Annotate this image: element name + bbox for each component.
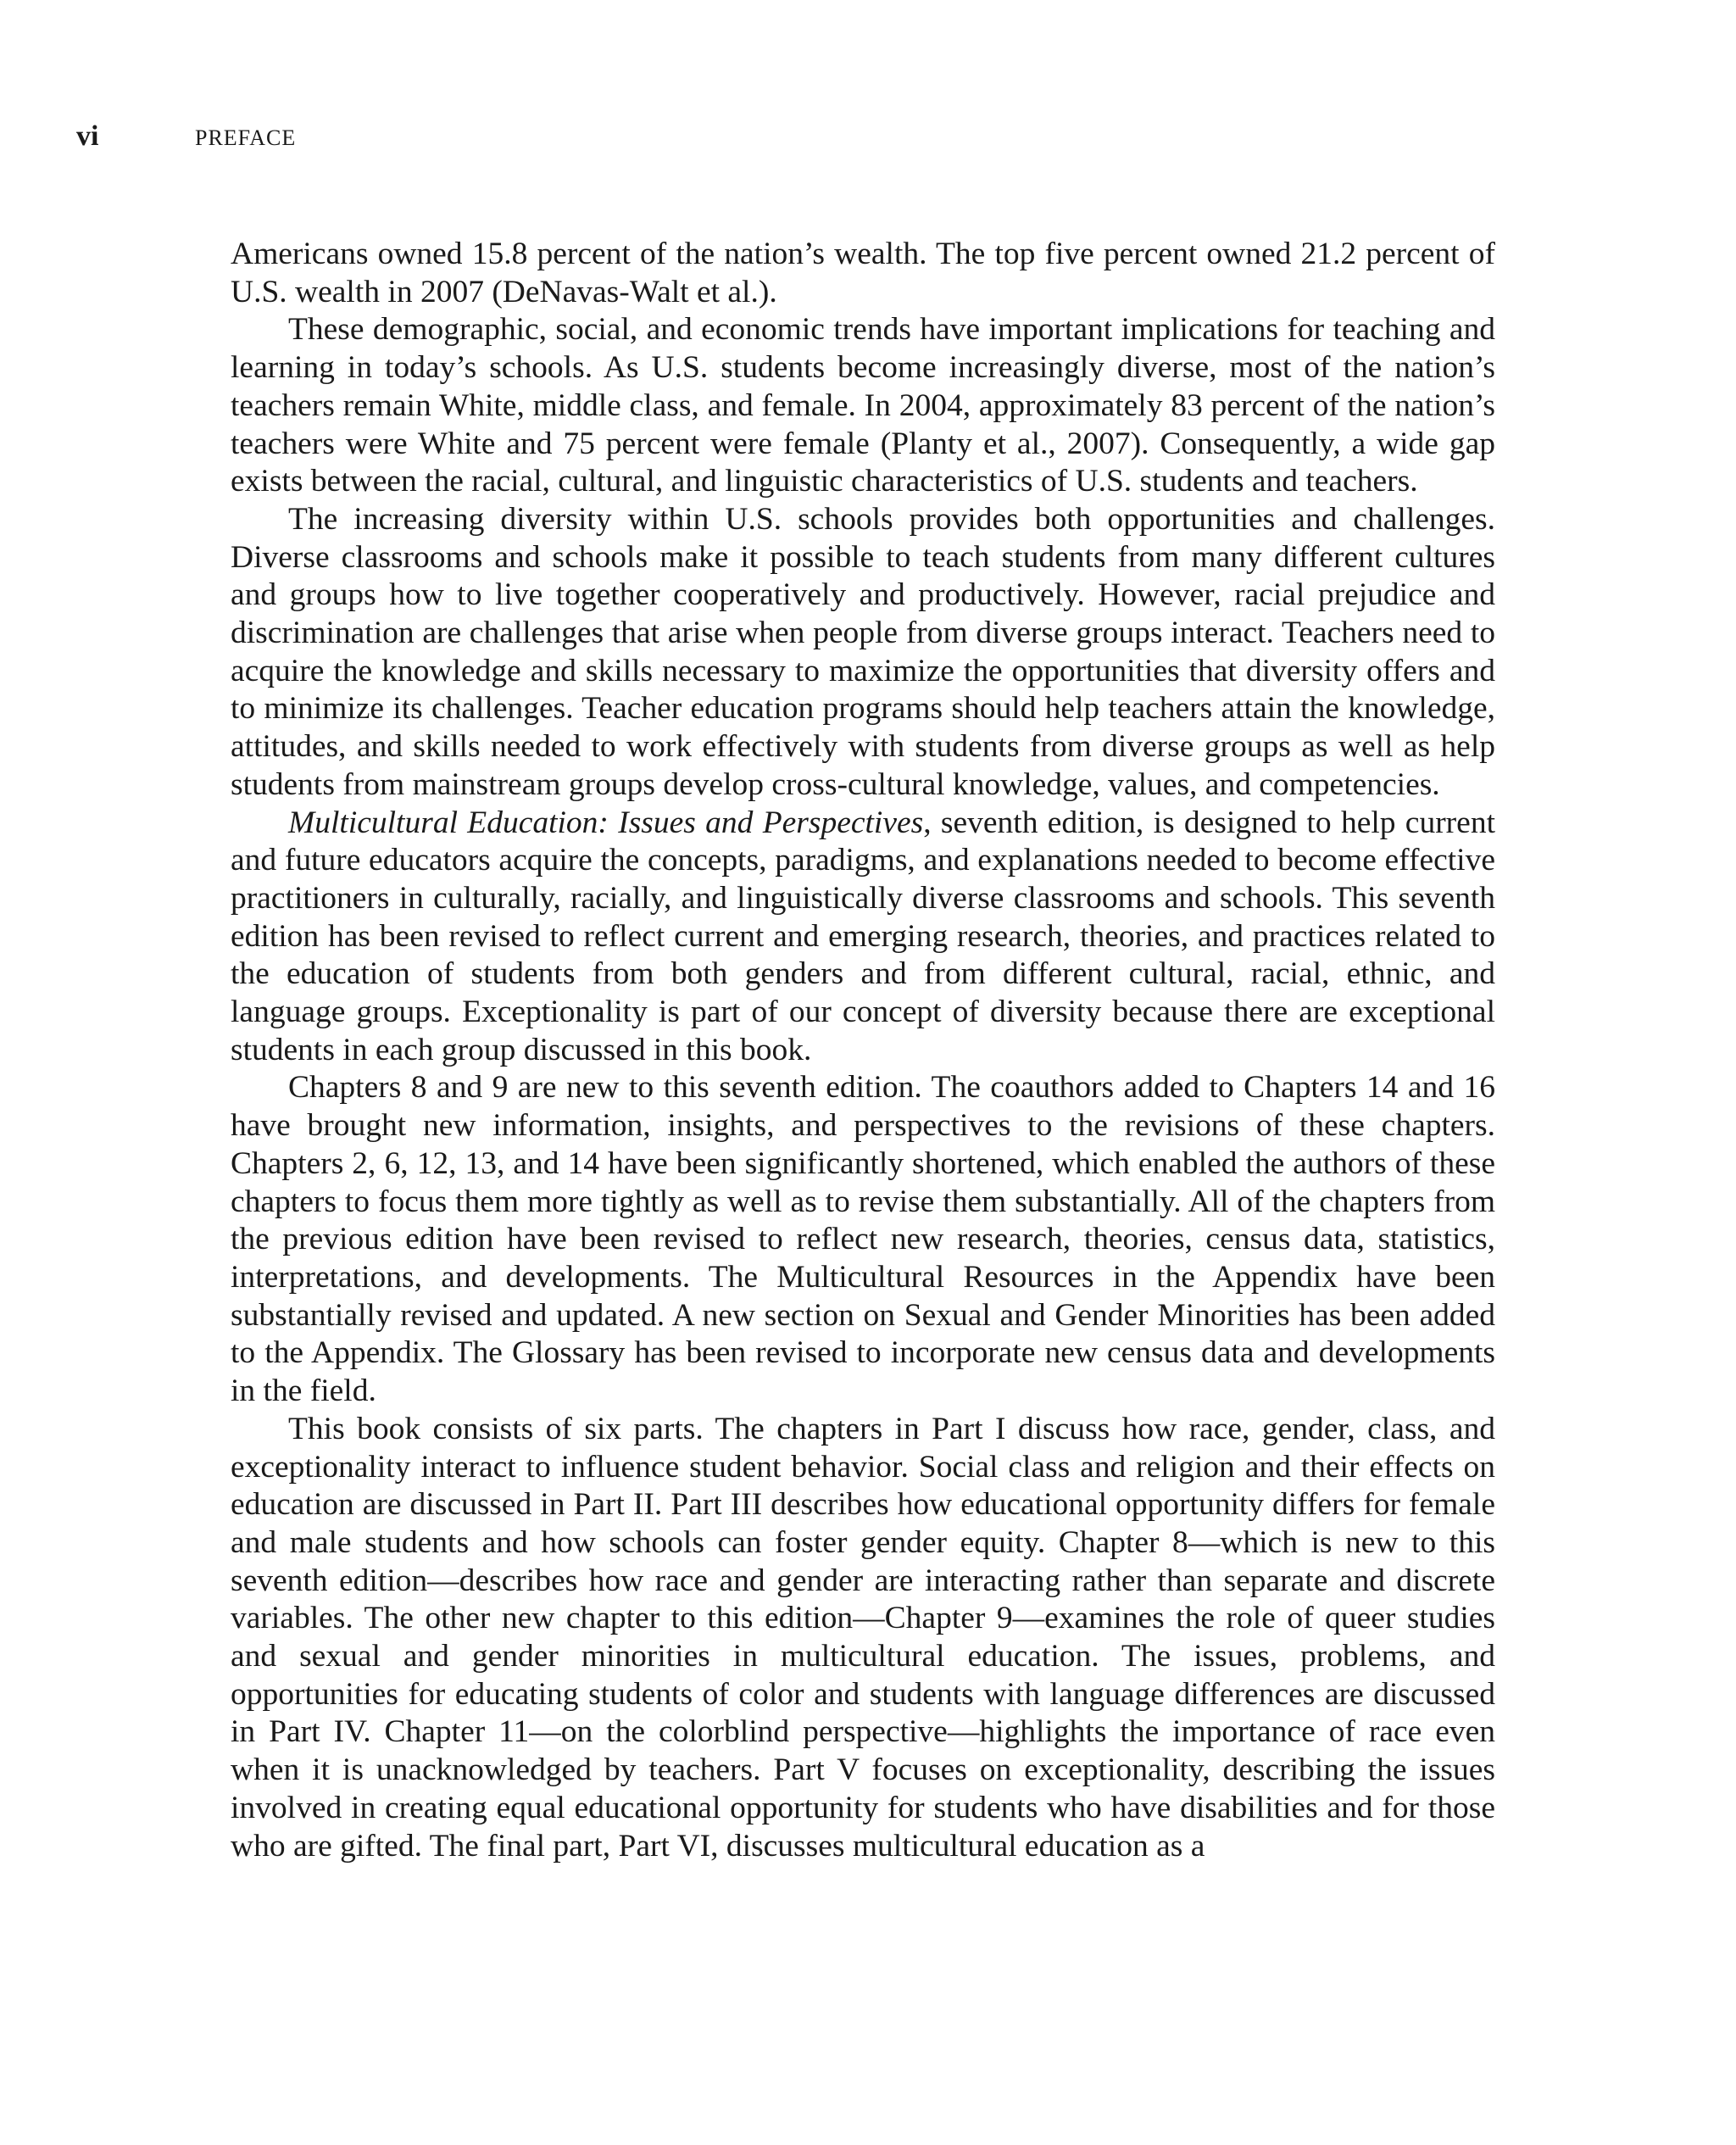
paragraph-1: Americans owned 15.8 percent of the nation’s wealth. The top five percent owned 21.2 percent of U.S. wealth in 2007 (DeNavas-Walt et al.). [231, 237, 1495, 309]
running-title: PREFACE [195, 125, 297, 150]
paragraph-5: Chapters 8 and 9 are new to this seventh edition. The coauthors added to Chapters 14 and 16 have brought new information, insights, and perspectives to the revisions of these chapters. Chapters 2, 6, 12, 13, and 14 have been significantly shortened, which enabled the authors of these chapters to focus them more tightly as well as to revise them substantially. All of the chapters from the previous edition have been revised to reflect new research, theories, census data, statistics, interpretations, and developments. The Multicultural Resources in the Appendix have been substantially revised and updated. A new section on Sexual and Gender Minorities has been added to the Appendix. The Glossary has been revised to incorporate new census data and developments in the field. [231, 1070, 1495, 1409]
paragraph-3: The increasing diversity within U.S. schools provides both opportunities and challenges. Diverse classrooms and schools make it possible to teach students from many different cultures and groups how to live together cooperatively and productively. However, racial prejudice and discrimination are challenges that arise when people from diverse groups interact. Teachers need to acquire the knowledge and skills necessary to maximize the opportunities that diversity offers and to minimize its challenges. Teacher education programs should help teachers attain the knowledge, attitudes, and skills needed to work effectively with students from diverse groups as well as help students from mainstream groups develop cross-cultural knowledge, values, and competencies. [231, 501, 1495, 802]
running-head [76, 120, 296, 163]
paragraph-4-text: , seventh edition, is designed to help current and future educators acquire the concepts, paradigms, and explanations needed to become effective practitioners in culturally, racially, and linguistically diverse classrooms and schools. This seventh edition has been revised to reflect current and emerging research, theories, and practices related to the education of students from both genders and from different cultural, racial, ethnic, and language groups. Exceptionality is part of our concept of diversity because there are exceptional students in each group discussed in this book. [231, 805, 1495, 1067]
body-text [231, 236, 1495, 1865]
paragraph-6: This book consists of six parts. The chapters in Part I discuss how race, gender, class, and exceptionality interact to influence student behavior. Social class and religion and their effects on education are discussed in Part II. Part III describes how educational opportunity differs for female and male students and how schools can foster gender equity. Chapter 8—which is new to this seventh edition—describes how race and gender are interacting rather than separate and discrete variables. The other new chapter to this edition—Chapter 9—examines the role of queer studies and sexual and gender minorities in multicultural education. The issues, problems, and opportunities for educating students of color and students with language differences are discussed in Part IV. Chapter 11—on the colorblind perspective—highlights the importance of race even when it is unacknowledged by teachers. Part V focuses on exceptionality, describing the issues involved in creating equal educational opportunity for students who have disabilities and for those who are gifted. The final part, Part VI, discusses multicultural education as a [231, 1411, 1495, 1864]
page-number: vi [76, 120, 99, 152]
paragraph-2: These demographic, social, and economic trends have important implications for teaching and learning in today’s schools. As U.S. students become increasingly diverse, most of the nation’s teachers remain White, middle class, and female. In 2004, approximately 83 percent of the nation’s teachers were White and 75 percent were female (Planty et al., 2007). Consequently, a wide gap exists between the racial, cultural, and linguistic characteristics of U.S. students and teachers. [231, 312, 1495, 499]
book-title: Multicultural Education: Issues and Perspectives [288, 805, 924, 840]
paragraph-4 [231, 805, 1495, 1070]
